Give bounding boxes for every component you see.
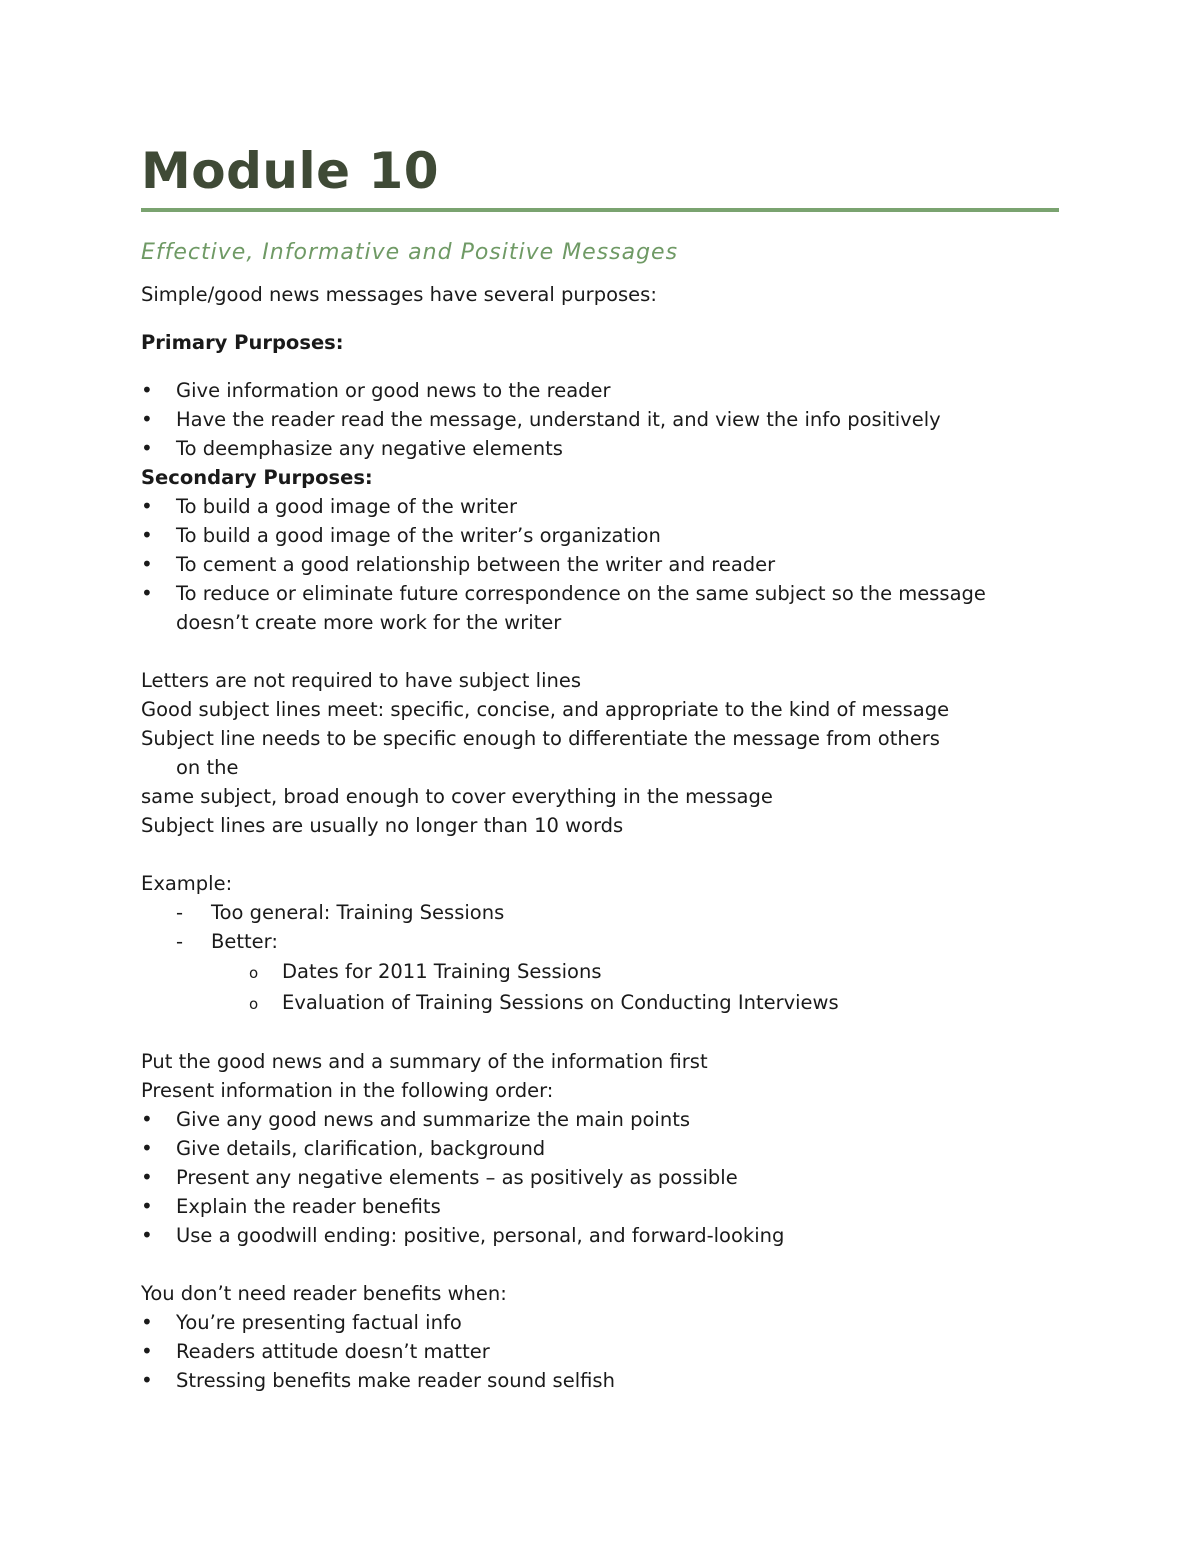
too-general-text: Too general: Training Sessions bbox=[211, 901, 505, 924]
document-page bbox=[141, 140, 1059, 1395]
benefits-heading: You don’t need reader benefits when: bbox=[141, 1282, 507, 1305]
list-item: • Have the reader read the message, understand it, and view the info positively bbox=[141, 405, 1059, 434]
list-item: • You’re presenting factual info bbox=[141, 1308, 1059, 1337]
list-item: • Readers attitude doesn’t matter bbox=[141, 1337, 1059, 1366]
list-item: • Give details, clarification, background bbox=[141, 1134, 1059, 1163]
primary-list bbox=[141, 376, 1059, 463]
benefits-list bbox=[141, 1308, 1059, 1395]
list-item bbox=[141, 927, 1059, 956]
order-list bbox=[141, 1105, 1059, 1250]
better-item-text: Dates for 2011 Training Sessions bbox=[282, 960, 602, 983]
subject-line-3a: Subject line needs to be specific enough to differentiate the message from others bbox=[141, 727, 940, 750]
list-item bbox=[141, 956, 1059, 987]
list-item: • Give information or good news to the reader bbox=[141, 376, 1059, 405]
better-item-text: Evaluation of Training Sessions on Conducting Interviews bbox=[282, 991, 839, 1014]
order-line-2: Present information in the following order: bbox=[141, 1079, 554, 1102]
example-list bbox=[141, 898, 1059, 956]
list-item: • To deemphasize any negative elements bbox=[141, 434, 1059, 463]
subject-line-2: Good subject lines meet: specific, concise, and appropriate to the kind of message bbox=[141, 698, 950, 721]
list-item: • Use a goodwill ending: positive, personal, and forward-looking bbox=[141, 1221, 1059, 1250]
example-label: Example: bbox=[141, 872, 233, 895]
page-title: Module 10 bbox=[141, 142, 440, 200]
dash-bullet: - bbox=[176, 901, 184, 924]
order-line-1: Put the good news and a summary of the information first bbox=[141, 1050, 708, 1073]
list-item: • Explain the reader benefits bbox=[141, 1192, 1059, 1221]
list-item: • Present any negative elements – as positively as possible bbox=[141, 1163, 1059, 1192]
page-subtitle: Effective, Informative and Positive Messages bbox=[141, 240, 679, 265]
secondary-list bbox=[141, 492, 1059, 637]
list-item bbox=[141, 987, 1059, 1018]
list-item: • Give any good news and summarize the main points bbox=[141, 1105, 1059, 1134]
primary-heading: Primary Purposes: bbox=[141, 331, 344, 354]
circle-bullet: o bbox=[249, 995, 259, 1013]
intro-text: Simple/good news messages have several purposes: bbox=[141, 283, 657, 306]
better-list bbox=[141, 956, 1059, 1018]
secondary-heading: Secondary Purposes: bbox=[141, 466, 373, 489]
list-item bbox=[141, 898, 1059, 927]
list-item: • To reduce or eliminate future correspondence on the same subject so the message doesn’t create more work for the writer bbox=[141, 579, 1059, 637]
list-item: • Stressing benefits make reader sound selfish bbox=[141, 1366, 1059, 1395]
list-item: • To build a good image of the writer’s organization bbox=[141, 521, 1059, 550]
list-item: • To build a good image of the writer bbox=[141, 492, 1059, 521]
better-text: Better: bbox=[211, 930, 278, 953]
circle-bullet: o bbox=[249, 964, 259, 982]
subject-line-1: Letters are not required to have subject lines bbox=[141, 669, 581, 692]
subject-line-4: same subject, broad enough to cover everything in the message bbox=[141, 785, 773, 808]
subject-line-5: Subject lines are usually no longer than 10 words bbox=[141, 814, 624, 837]
subject-line-3b: on the bbox=[176, 756, 239, 779]
title-underline bbox=[141, 208, 1059, 212]
list-item: • To cement a good relationship between the writer and reader bbox=[141, 550, 1059, 579]
dash-bullet: - bbox=[176, 930, 184, 953]
